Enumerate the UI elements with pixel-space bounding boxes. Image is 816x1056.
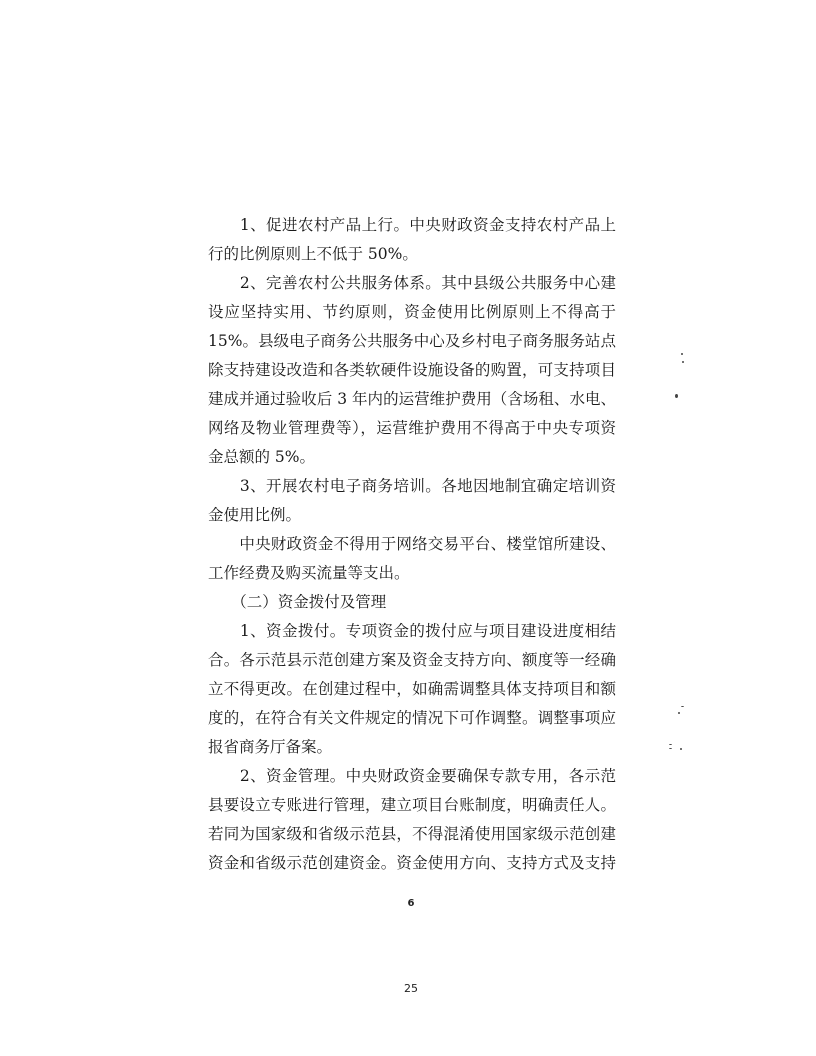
- text-line: 除支持建设改造和各类软硬件设施设备的购置，可支持项目: [208, 361, 616, 379]
- text-line: 建成并通过验收后 3 年内的运营维护费用（含场租、水电、: [208, 390, 616, 408]
- text-line: 工作经费及购买流量等支出。: [208, 564, 410, 582]
- text-line: 金使用比例。: [208, 506, 302, 524]
- scan-speck: [678, 712, 680, 714]
- text-line: 1、资金拨付。专项资金的拨付应与项目建设进度相结: [208, 622, 616, 640]
- text-line: 设应坚持实用、节约原则，资金使用比例原则上不得高于: [208, 303, 616, 321]
- text-line: 1、促进农村产品上行。中央财政资金支持农村产品上: [208, 216, 616, 234]
- scan-speck: [669, 744, 672, 745]
- text-line: 中央财政资金不得用于网络交易平台、楼堂馆所建设、: [208, 535, 616, 553]
- scan-speck: [675, 394, 678, 398]
- scan-speck: [682, 361, 684, 363]
- text-line: 3、开展农村电子商务培训。各地因地制宜确定培训资: [208, 477, 616, 495]
- text-line: 金总额的 5%。: [208, 448, 316, 466]
- text-line: 县要设立专账进行管理，建立项目台账制度，明确责任人。: [208, 796, 616, 814]
- text-line: 若同为国家级和省级示范县，不得混淆使用国家级示范创建: [208, 825, 616, 843]
- scan-speck: [680, 748, 682, 750]
- text-line: 报省商务厅备案。: [208, 738, 333, 756]
- section-heading: （二）资金拨付及管理: [208, 593, 387, 611]
- text-line: 2、资金管理。中央财政资金要确保专款专用，各示范: [208, 767, 616, 785]
- text-line: 网络及物业管理费等），运营维护费用不得高于中央专项资: [208, 419, 616, 437]
- text-line: 合。各示范县示范创建方案及资金支持方向、额度等一经确: [208, 651, 616, 669]
- scan-speck: [681, 706, 684, 707]
- outer-page-number: 25: [404, 982, 418, 995]
- text-line: 资金和省级示范创建资金。资金使用方向、支持方式及支持: [208, 854, 616, 872]
- text-line: 15%。县级电子商务公共服务中心及乡村电子商务服务站点: [208, 332, 616, 350]
- text-line: 行的比例原则上不低于 50%。: [208, 245, 418, 263]
- inner-page-number: 6: [407, 898, 415, 909]
- scan-speck: [669, 748, 672, 749]
- scan-speck: [681, 353, 683, 355]
- text-line: 2、完善农村公共服务体系。其中县级公共服务中心建: [208, 274, 616, 292]
- text-line: 度的，在符合有关文件规定的情况下可作调整。调整事项应: [208, 709, 616, 727]
- text-line: 立不得更改。在创建过程中，如确需调整具体支持项目和额: [208, 680, 616, 698]
